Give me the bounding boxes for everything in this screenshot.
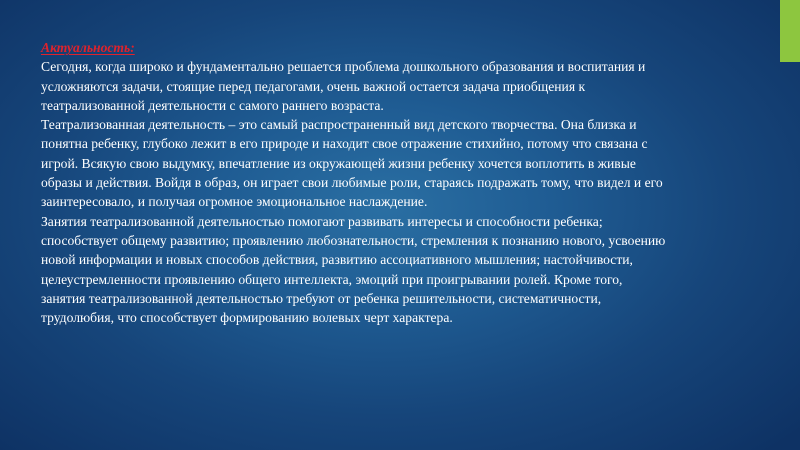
slide-text-block — [41, 38, 666, 327]
slide-heading: Актуальность: — [41, 40, 135, 55]
paragraph-benefits: Занятия театрализованной деятельностью помогают развивать интересы и способности ребенка; способствует общему развитию; проявлению любознательности, стремления к познанию нового, усвоению новой информации и новых способов действия, развитию ассоциативного мышления; настойчивости, целеустремленности проявлению общего интеллекта, эмоций при проигрывании ролей. Кроме того, занятия театрализованной деятельностью требуют от ребенка решительности, систематичности, трудолюбия, что способствует формированию волевых черт характера. — [41, 213, 666, 326]
paragraph-relevance: Сегодня, когда широко и фундаментально решается проблема дошкольного образования и воспитания и усложняются задачи, стоящие перед педагогами, очень важной остается задача приобщения к театрализованной деятельности с самого раннего возраста. — [41, 59, 646, 113]
accent-bar — [780, 0, 800, 62]
paragraph-theatrical-activity: Театрализованная деятельность – это самый распространенный вид детского творчества. Она близка и понятна ребенку, глубоко лежит в его природе и находит свое отражение стихийно, потому что связана с игрой. Всякую свою выдумку, впечатление из окружающей жизни ребенку хочется воплотить в живые образы и действия. Войдя в образ, он играет свои любимые роли, стараясь подражать тому, что видел и его заинтересовало, и получая огромное эмоциональное наслаждение. — [41, 117, 663, 210]
